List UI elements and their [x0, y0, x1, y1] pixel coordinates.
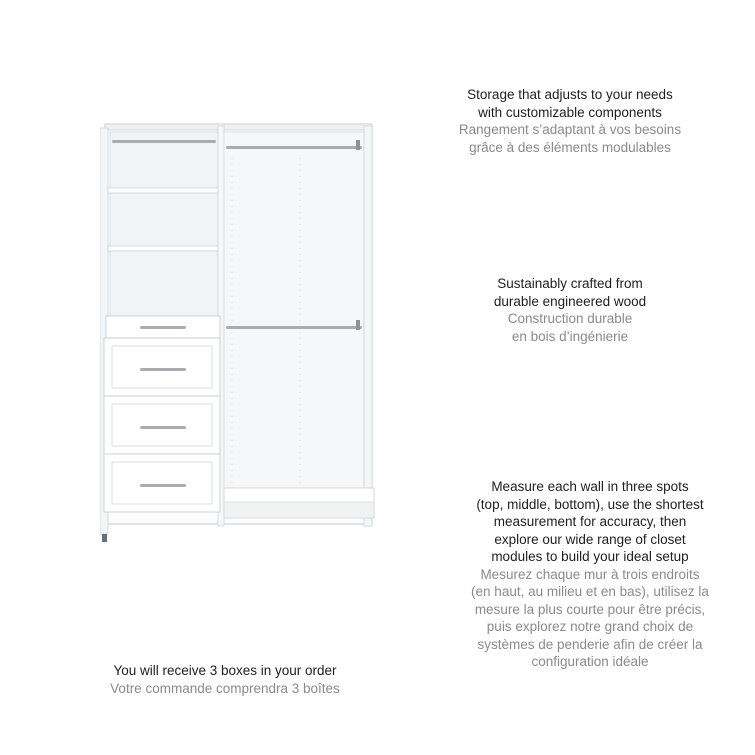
boxes-en-line: You will receive 3 boxes in your order — [113, 663, 337, 678]
storage-en-line: Storage that adjusts to your needs — [467, 87, 673, 102]
boxes-fr-line: Votre commande comprendra 3 boîtes — [110, 680, 340, 696]
sustainable-text-block — [440, 275, 700, 345]
measure-fr-line: configuration idéale — [531, 654, 649, 669]
measure-fr-line: puis explorez notre grand choix de — [486, 619, 694, 634]
storage-fr-line: grâce à des éléments modulables — [469, 139, 671, 155]
sustainable-fr-line: Construction durable — [507, 311, 633, 326]
storage-en-line: with customizable components — [478, 104, 662, 120]
closet-illustration — [100, 118, 380, 550]
measure-en-line: measurement for accuracy, then — [493, 514, 687, 529]
measure-text-block — [430, 478, 750, 671]
storage-fr-line: Rangement s’adaptant à vos besoins — [458, 122, 682, 137]
measure-en-line: explore our wide range of closet — [494, 531, 686, 547]
boxes-text-block — [60, 662, 390, 697]
sustainable-en-line: Sustainably crafted from — [497, 276, 643, 291]
measure-en-line: Measure each wall in three spots — [491, 479, 689, 494]
measure-fr-line: Mesurez chaque mur à trois endroits — [480, 566, 700, 582]
measure-en-line: modules to build your ideal setup — [491, 549, 689, 564]
measure-fr-line: systèmes de penderie afin de créer la — [477, 636, 703, 652]
sustainable-en-line: durable engineered wood — [493, 293, 647, 309]
sustainable-fr-line: en bois d’ingénierie — [511, 328, 629, 344]
measure-en-line: (top, middle, bottom), use the shortest — [476, 496, 704, 512]
storage-text-block — [420, 86, 720, 156]
measure-fr-line: mesure la plus courte pour être précis, — [474, 601, 706, 617]
measure-fr-line: (en haut, au milieu et en bas), utilisez la — [471, 584, 709, 599]
